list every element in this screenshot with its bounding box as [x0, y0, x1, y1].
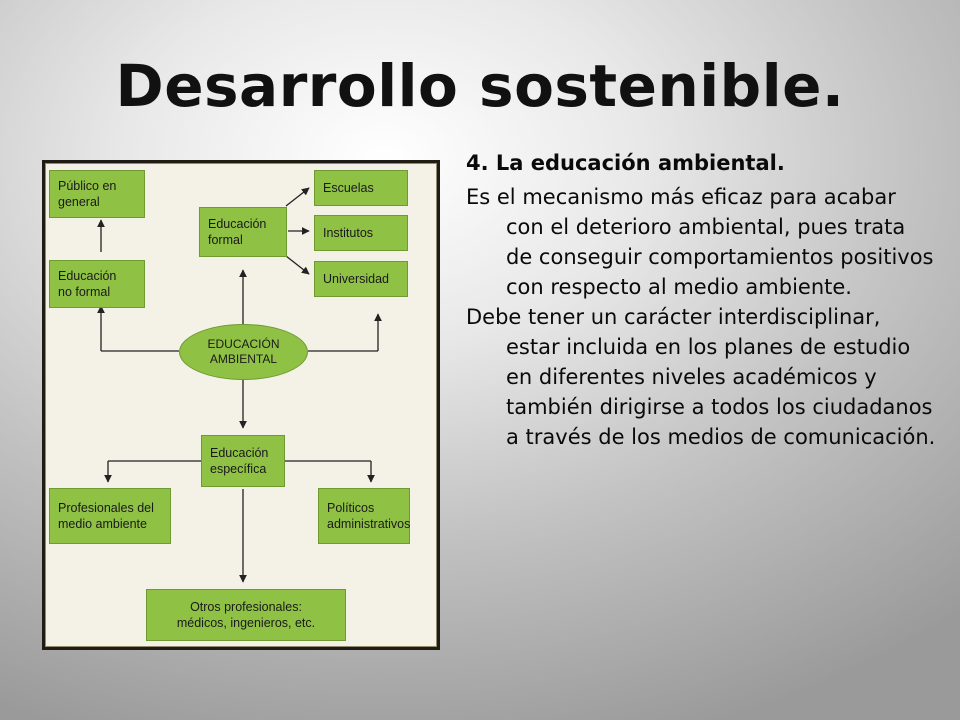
node-politicos-administrativos: Políticos administrativos [318, 488, 410, 544]
paragraph-2: Debe tener un carácter interdisciplinar, estar incluida en los planes de estudio en diferentes niveles académicos y también dirigirse a todos los ciudadanos a través de los medios de comunicación. [466, 305, 936, 449]
node-profesionales-medio-ambiente: Profesionales del medio ambiente [49, 488, 171, 544]
paragraph-1: Es el mecanismo más eficaz para acabar con el deterioro ambiental, pues trata de conseguir comportamientos positivos con respecto al medio ambiente. [466, 185, 934, 299]
node-publico-general: Público en general [49, 170, 145, 218]
node-otros-profesionales: Otros profesionales: médicos, ingenieros, etc. [146, 589, 346, 641]
section-subtitle: 4. La educación ambiental. [466, 151, 785, 175]
slide-title: Desarrollo sostenible. [115, 52, 845, 120]
diagram-panel [45, 163, 437, 647]
node-educacion-especifica: Educación específica [201, 435, 285, 487]
node-educacion-ambiental: EDUCACIÓN AMBIENTAL [179, 324, 308, 380]
node-escuelas: Escuelas [314, 170, 408, 206]
body-text [466, 148, 936, 452]
node-universidad: Universidad [314, 261, 408, 297]
arrow-to-universidad [286, 256, 309, 274]
node-educacion-formal: Educación formal [199, 207, 287, 257]
diagram-figure [42, 160, 440, 650]
node-educacion-no-formal: Educación no formal [49, 260, 145, 308]
arrow-to-escuelas [286, 188, 309, 206]
node-institutos: Institutos [314, 215, 408, 251]
